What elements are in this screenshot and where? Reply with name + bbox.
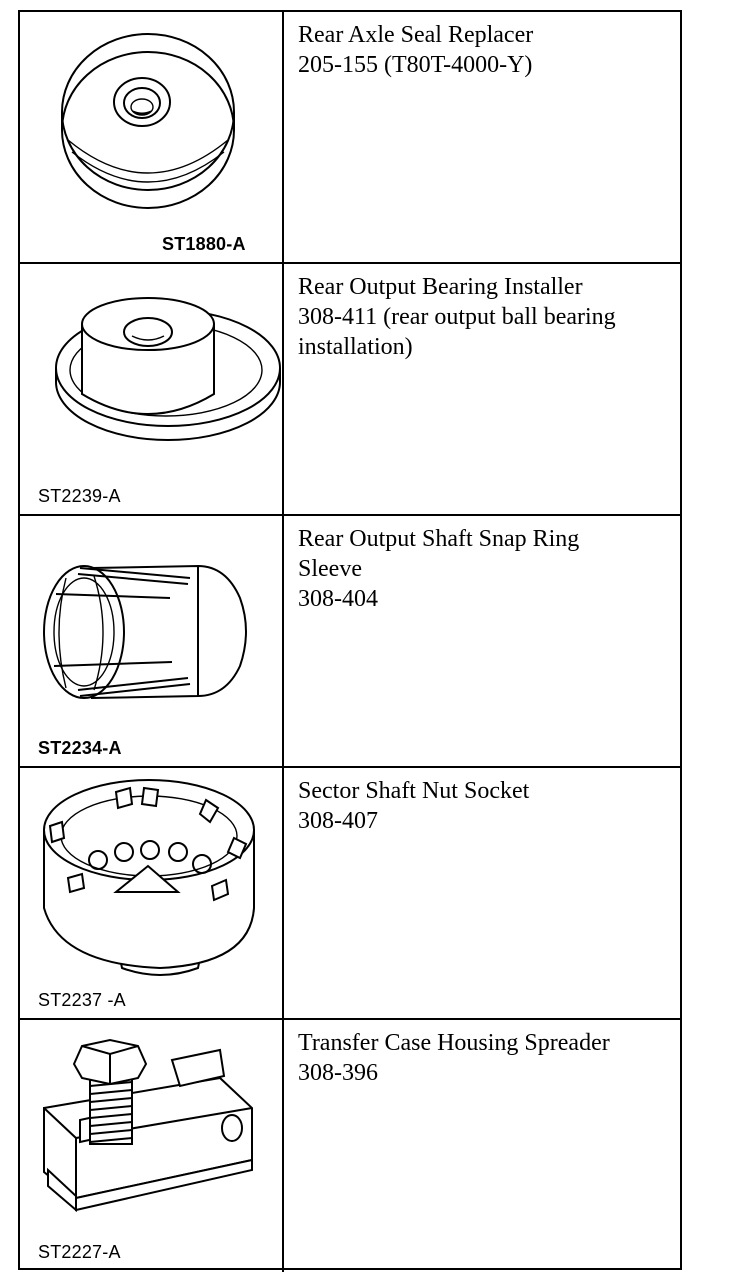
tool-number: 308-404: [298, 586, 378, 612]
tool-number: 205-155 (T80T-4000-Y): [298, 52, 533, 78]
tool-row: [20, 516, 680, 768]
snap-ring-sleeve-icon: [20, 516, 282, 766]
tool-number: 308-407: [298, 808, 378, 834]
image-code: ST2234-A: [38, 738, 122, 758]
image-code: ST1880-A: [162, 234, 246, 254]
tool-row: [20, 12, 680, 264]
tool-illustration-cell: [20, 1020, 284, 1272]
tool-name: Rear Axle Seal Replacer: [298, 22, 534, 48]
tool-name: Transfer Case Housing Spreader: [298, 1030, 610, 1056]
tool-name: Rear Output Bearing Installer: [298, 274, 583, 300]
tool-illustration-cell: [20, 516, 284, 766]
tool-description-cell: [286, 264, 680, 514]
tool-number-continued: installation): [298, 334, 413, 360]
image-code: ST2227-A: [38, 1242, 121, 1262]
tool-row: [20, 1020, 680, 1272]
tool-description-cell: [286, 516, 680, 766]
seal-replacer-icon: [20, 12, 282, 262]
tool-illustration-cell: [20, 12, 284, 262]
tool-illustration-cell: [20, 768, 284, 1018]
image-code: ST2239-A: [38, 486, 121, 506]
housing-spreader-icon: [20, 1020, 282, 1268]
tool-name: Rear Output Shaft Snap Ring: [298, 526, 580, 552]
image-code: ST2237 -A: [38, 990, 126, 1010]
tool-row: [20, 768, 680, 1020]
nut-socket-icon: [20, 768, 282, 1018]
tool-description-cell: [286, 12, 680, 262]
special-tools-table: [18, 10, 682, 1270]
tool-illustration-cell: [20, 264, 284, 514]
tool-name: Sector Shaft Nut Socket: [298, 778, 530, 804]
tool-number: 308-411 (rear output ball bearing: [298, 304, 616, 330]
tool-description-cell: [286, 1020, 680, 1272]
tool-number: 308-396: [298, 1060, 378, 1086]
tool-row: [20, 264, 680, 516]
tool-description-cell: [286, 768, 680, 1018]
tool-name-continued: Sleeve: [298, 556, 362, 582]
bearing-installer-icon: [20, 264, 282, 514]
